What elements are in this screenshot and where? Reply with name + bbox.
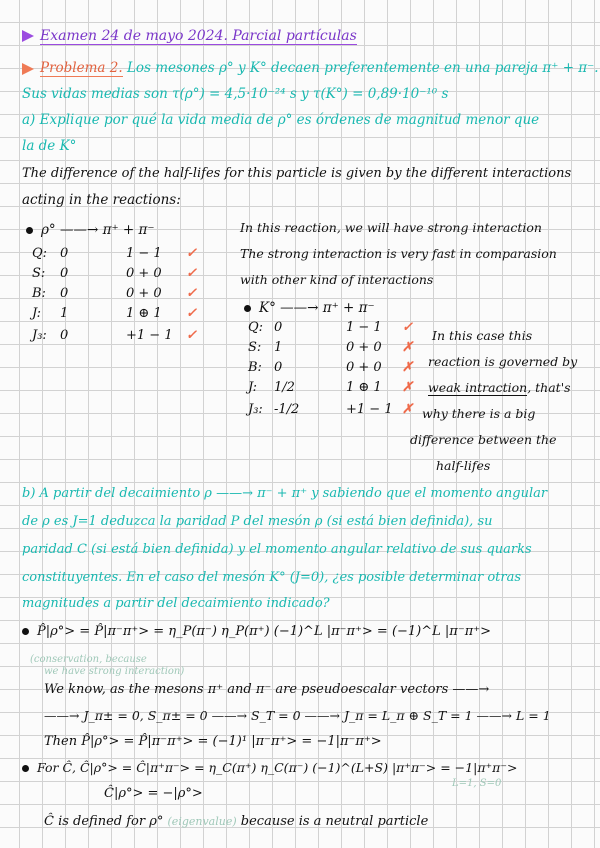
- problem-statement-1: [22, 60, 599, 76]
- problem-statement-2: Sus vidas medias son τ(ρ°) = 4,5·10⁻²⁴ s y τ(K°) = 0,89·10⁻¹⁰ s: [22, 86, 449, 102]
- part-b-line-1: b) A partir del decaimiento ρ ——→ π⁻ + π⁺ y sabiendo que el momento angular: [22, 486, 548, 501]
- bullet-icon: [244, 305, 251, 312]
- cross-icon: ✗: [402, 340, 413, 355]
- table-row: J: 1 1 ⊕ 1 ✓: [32, 306, 197, 321]
- part-b-line-4: constituyentes. En el caso del mesón K° (J=0), ¿es posible determinar otras: [22, 570, 522, 585]
- check-icon: ✓: [186, 246, 197, 261]
- purple-marker-icon: [22, 30, 34, 42]
- conservation-note-1: (conservation, because: [30, 654, 147, 665]
- parity-result-line: Then P̂|ρ°> = P̂|π⁻π⁺> = (−1)¹ |π⁻π⁺> = −1|π⁻π⁺>: [44, 734, 382, 749]
- exam-title: [22, 28, 357, 44]
- k-reaction-equation: K° ——→ π⁺ + π⁻: [244, 300, 375, 316]
- k-comment-4: why there is a big: [422, 406, 536, 421]
- rho-comment-1: In this reaction, we will have strong interaction: [240, 220, 542, 235]
- check-icon: ✓: [186, 328, 197, 343]
- table-row: S: 1 0 + 0 ✗: [248, 340, 413, 355]
- part-a-line-2: la de K°: [22, 138, 77, 154]
- bullet-icon: [26, 227, 33, 234]
- eigenvalue-note: (eigenvalue): [167, 815, 237, 828]
- check-icon: ✓: [186, 266, 197, 281]
- k-comment-1: In this case this: [432, 328, 533, 343]
- problem-text: Los mesones ρ° y K° decaen preferentemente en una pareja π⁺ + π⁻.: [126, 60, 599, 76]
- c-parity-equation: For Ĉ, Ĉ|ρ°> = Ĉ|π⁺π⁻> = η_C(π⁺) η_C(π⁻) (−1)^(L+S) |π⁺π⁻> = −1|π⁺π⁻>: [22, 760, 517, 775]
- check-icon: ✓: [186, 286, 197, 301]
- table-row: J₃: -1/2 +1 − 1 ✗: [248, 402, 413, 417]
- pink-marker-icon: [22, 63, 34, 75]
- part-b-line-2: de ρ es J=1 deduzca la paridad P del mesón ρ (si está bien definida), su: [22, 514, 493, 529]
- table-row: J₃: 0 +1 − 1 ✓: [32, 328, 197, 343]
- rho-conservation-table: [32, 246, 222, 356]
- cross-icon: ✗: [402, 402, 413, 417]
- bullet-icon: [22, 628, 29, 635]
- part-b-line-3: paridad C (si está bien definida) y el momento angular relativo de sus quarks: [22, 542, 532, 557]
- check-icon: ✓: [186, 306, 197, 321]
- table-row: Q: 0 1 − 1 ✓: [32, 246, 197, 261]
- cross-icon: ✗: [402, 380, 413, 395]
- bullet-icon: [22, 765, 29, 772]
- part-b-line-5: magnitudes a partir del decaimiento indicado?: [22, 596, 330, 611]
- check-icon: ✓: [402, 320, 413, 335]
- table-row: B: 0 0 + 0 ✗: [248, 360, 413, 375]
- table-row: B: 0 0 + 0 ✓: [32, 286, 197, 301]
- k-comment-5: difference between the: [410, 432, 557, 447]
- table-row: S: 0 0 + 0 ✓: [32, 266, 197, 281]
- spin-line: ——→ J_π± = 0, S_π± = 0 ——→ S_T = 0 ——→ J_π = L_π ⊕ S_T = 1 ——→ L = 1: [44, 708, 551, 723]
- problem-label: Problema 2.: [40, 60, 123, 76]
- table-row: J: 1/2 1 ⊕ 1 ✗: [248, 380, 413, 395]
- parity-equation: P̂|ρ°> = P̂|π⁻π⁺> = η_P(π⁻) η_P(π⁺) (−1)^L |π⁻π⁺> = (−1)^L |π⁻π⁺>: [22, 624, 491, 639]
- k-comment-2: reaction is governed by: [428, 354, 578, 369]
- c-result-line: Ĉ|ρ°> = −|ρ°>: [104, 786, 203, 801]
- k-conservation-table: [248, 320, 423, 430]
- rho-comment-2: The strong interaction is very fast in comparasion: [240, 246, 557, 261]
- pseudoscalar-line: We know, as the mesons π⁺ and π⁻ are pseudoescalar vectors ——→: [44, 682, 490, 697]
- exam-title-text: Examen 24 de mayo 2024. Parcial partículas: [40, 28, 357, 44]
- answer-a-line-2: acting in the reactions:: [22, 192, 181, 208]
- c-definition-line: Ĉ is defined for ρ° (eigenvalue) because is a neutral particle: [44, 814, 429, 829]
- k-comment-6: half-lifes: [436, 458, 491, 473]
- cross-icon: ✗: [402, 360, 413, 375]
- rho-comment-3: with other kind of interactions: [240, 272, 434, 287]
- c-small-note: L=1, S=0: [452, 778, 502, 789]
- k-comment-3: weak intraction, that's: [428, 380, 571, 395]
- answer-a-line-1: The difference of the half-lifes for this particle is given by the different interactions: [22, 166, 572, 181]
- part-a-line-1: a) Explique por qué la vida media de ρ° es órdenes de magnitud menor que: [22, 112, 540, 128]
- table-row: Q: 0 1 − 1 ✓: [248, 320, 413, 335]
- conservation-note-2: we have strong interaction): [44, 666, 185, 677]
- rho-reaction-equation: ρ° ——→ π⁺ + π⁻: [26, 222, 154, 238]
